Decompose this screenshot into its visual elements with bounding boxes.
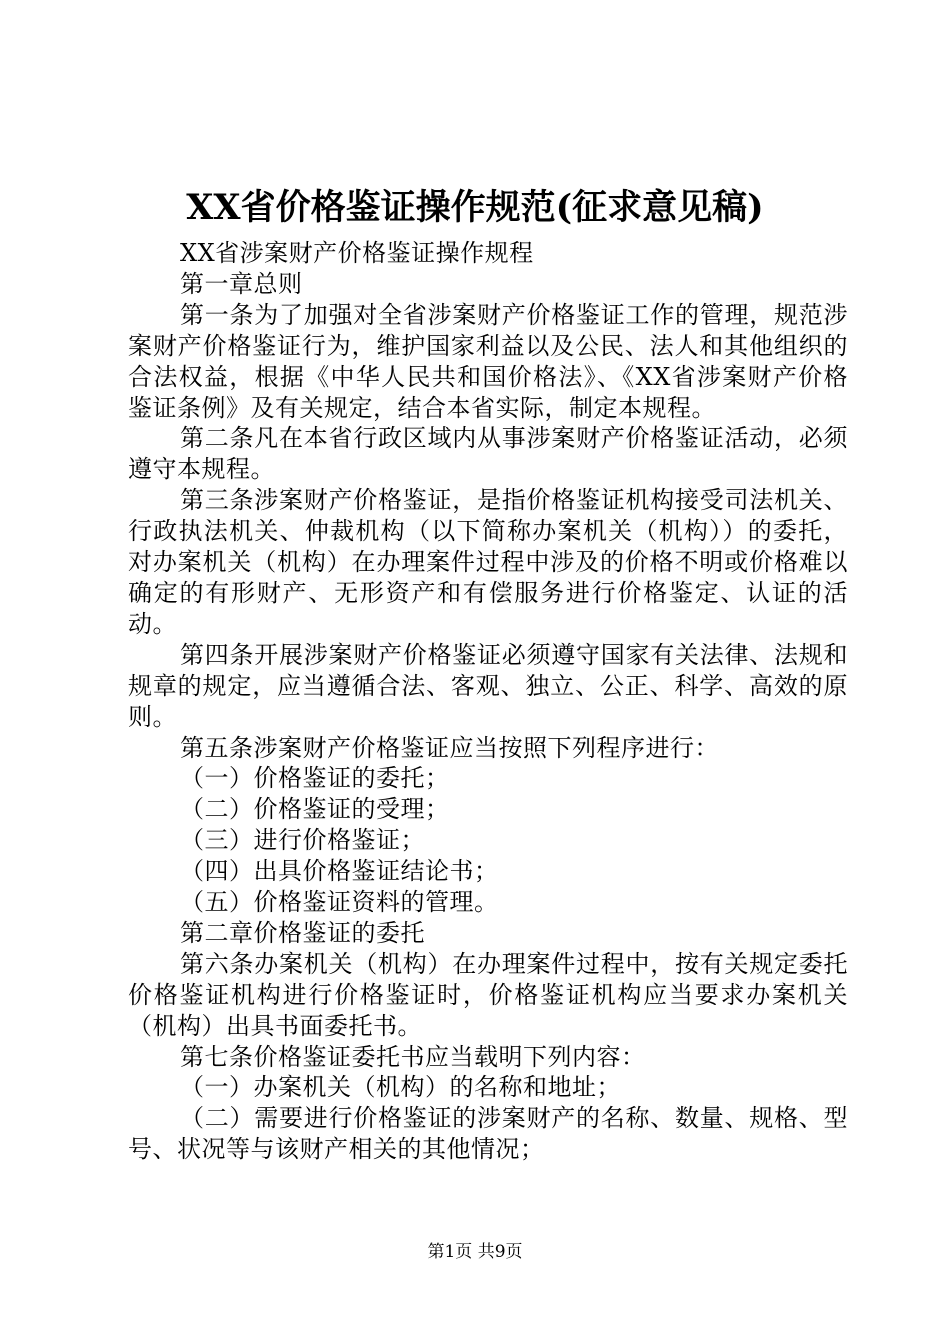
paragraph: 第四条开展涉案财产价格鉴证必须遵守国家有关法律、法规和规章的规定，应当遵循合法、客观、独立、公正、科学、高效的原则。 xyxy=(128,640,848,731)
paragraph: （三）进行价格鉴证； xyxy=(180,826,425,855)
paragraph: 第五条涉案财产价格鉴证应当按照下列程序进行： xyxy=(180,733,719,762)
paragraph: （五）价格鉴证资料的管理。 xyxy=(180,888,499,917)
page-footer: 第1页 共9页 xyxy=(427,1242,523,1262)
paragraph: 第二条凡在本省行政区域内从事涉案财产价格鉴证活动，必须遵守本规程。 xyxy=(128,424,848,484)
paragraph: 第三条涉案财产价格鉴证，是指价格鉴证机构接受司法机关、行政执法机关、仲裁机构（以下简称办案机关（机构））的委托，对办案机关（机构）在办理案件过程中涉及的价格不明或价格难以确定的有形财产、无形资产和有偿服务进行价格鉴定、认证的活动。 xyxy=(128,486,848,638)
paragraph: （四）出具价格鉴证结论书； xyxy=(180,857,499,886)
paragraph: 第一条为了加强对全省涉案财产价格鉴证工作的管理，规范涉案财产价格鉴证行为，维护国家利益以及公民、法人和其他组织的合法权益，根据《中华人民共和国价格法》、《XX省涉案财产价格鉴证条例》及有关规定，结合本省实际，制定本规程。 xyxy=(128,300,848,422)
paragraph: 第二章价格鉴证的委托 xyxy=(180,918,425,947)
paragraph: XX省涉案财产价格鉴证操作规程 xyxy=(180,239,534,267)
document-title: XX省价格鉴证操作规范(征求意见稿) xyxy=(186,187,764,228)
paragraph: （二）价格鉴证的受理； xyxy=(180,795,450,824)
paragraph: （二）需要进行价格鉴证的涉案财产的名称、数量、规格、型号、状况等与该财产相关的其他情况； xyxy=(128,1104,848,1164)
paragraph: 第一章总则 xyxy=(180,269,303,298)
document-body xyxy=(128,238,848,1165)
paragraph: 第六条办案机关（机构）在办理案件过程中，按有关规定委托价格鉴证机构进行价格鉴证时，价格鉴证机构应当要求办案机关（机构）出具书面委托书。 xyxy=(128,949,848,1040)
paragraph: 第七条价格鉴证委托书应当载明下列内容： xyxy=(180,1042,646,1071)
paragraph: （一）办案机关（机构）的名称和地址； xyxy=(180,1073,621,1102)
paragraph: （一）价格鉴证的委托； xyxy=(180,764,450,793)
